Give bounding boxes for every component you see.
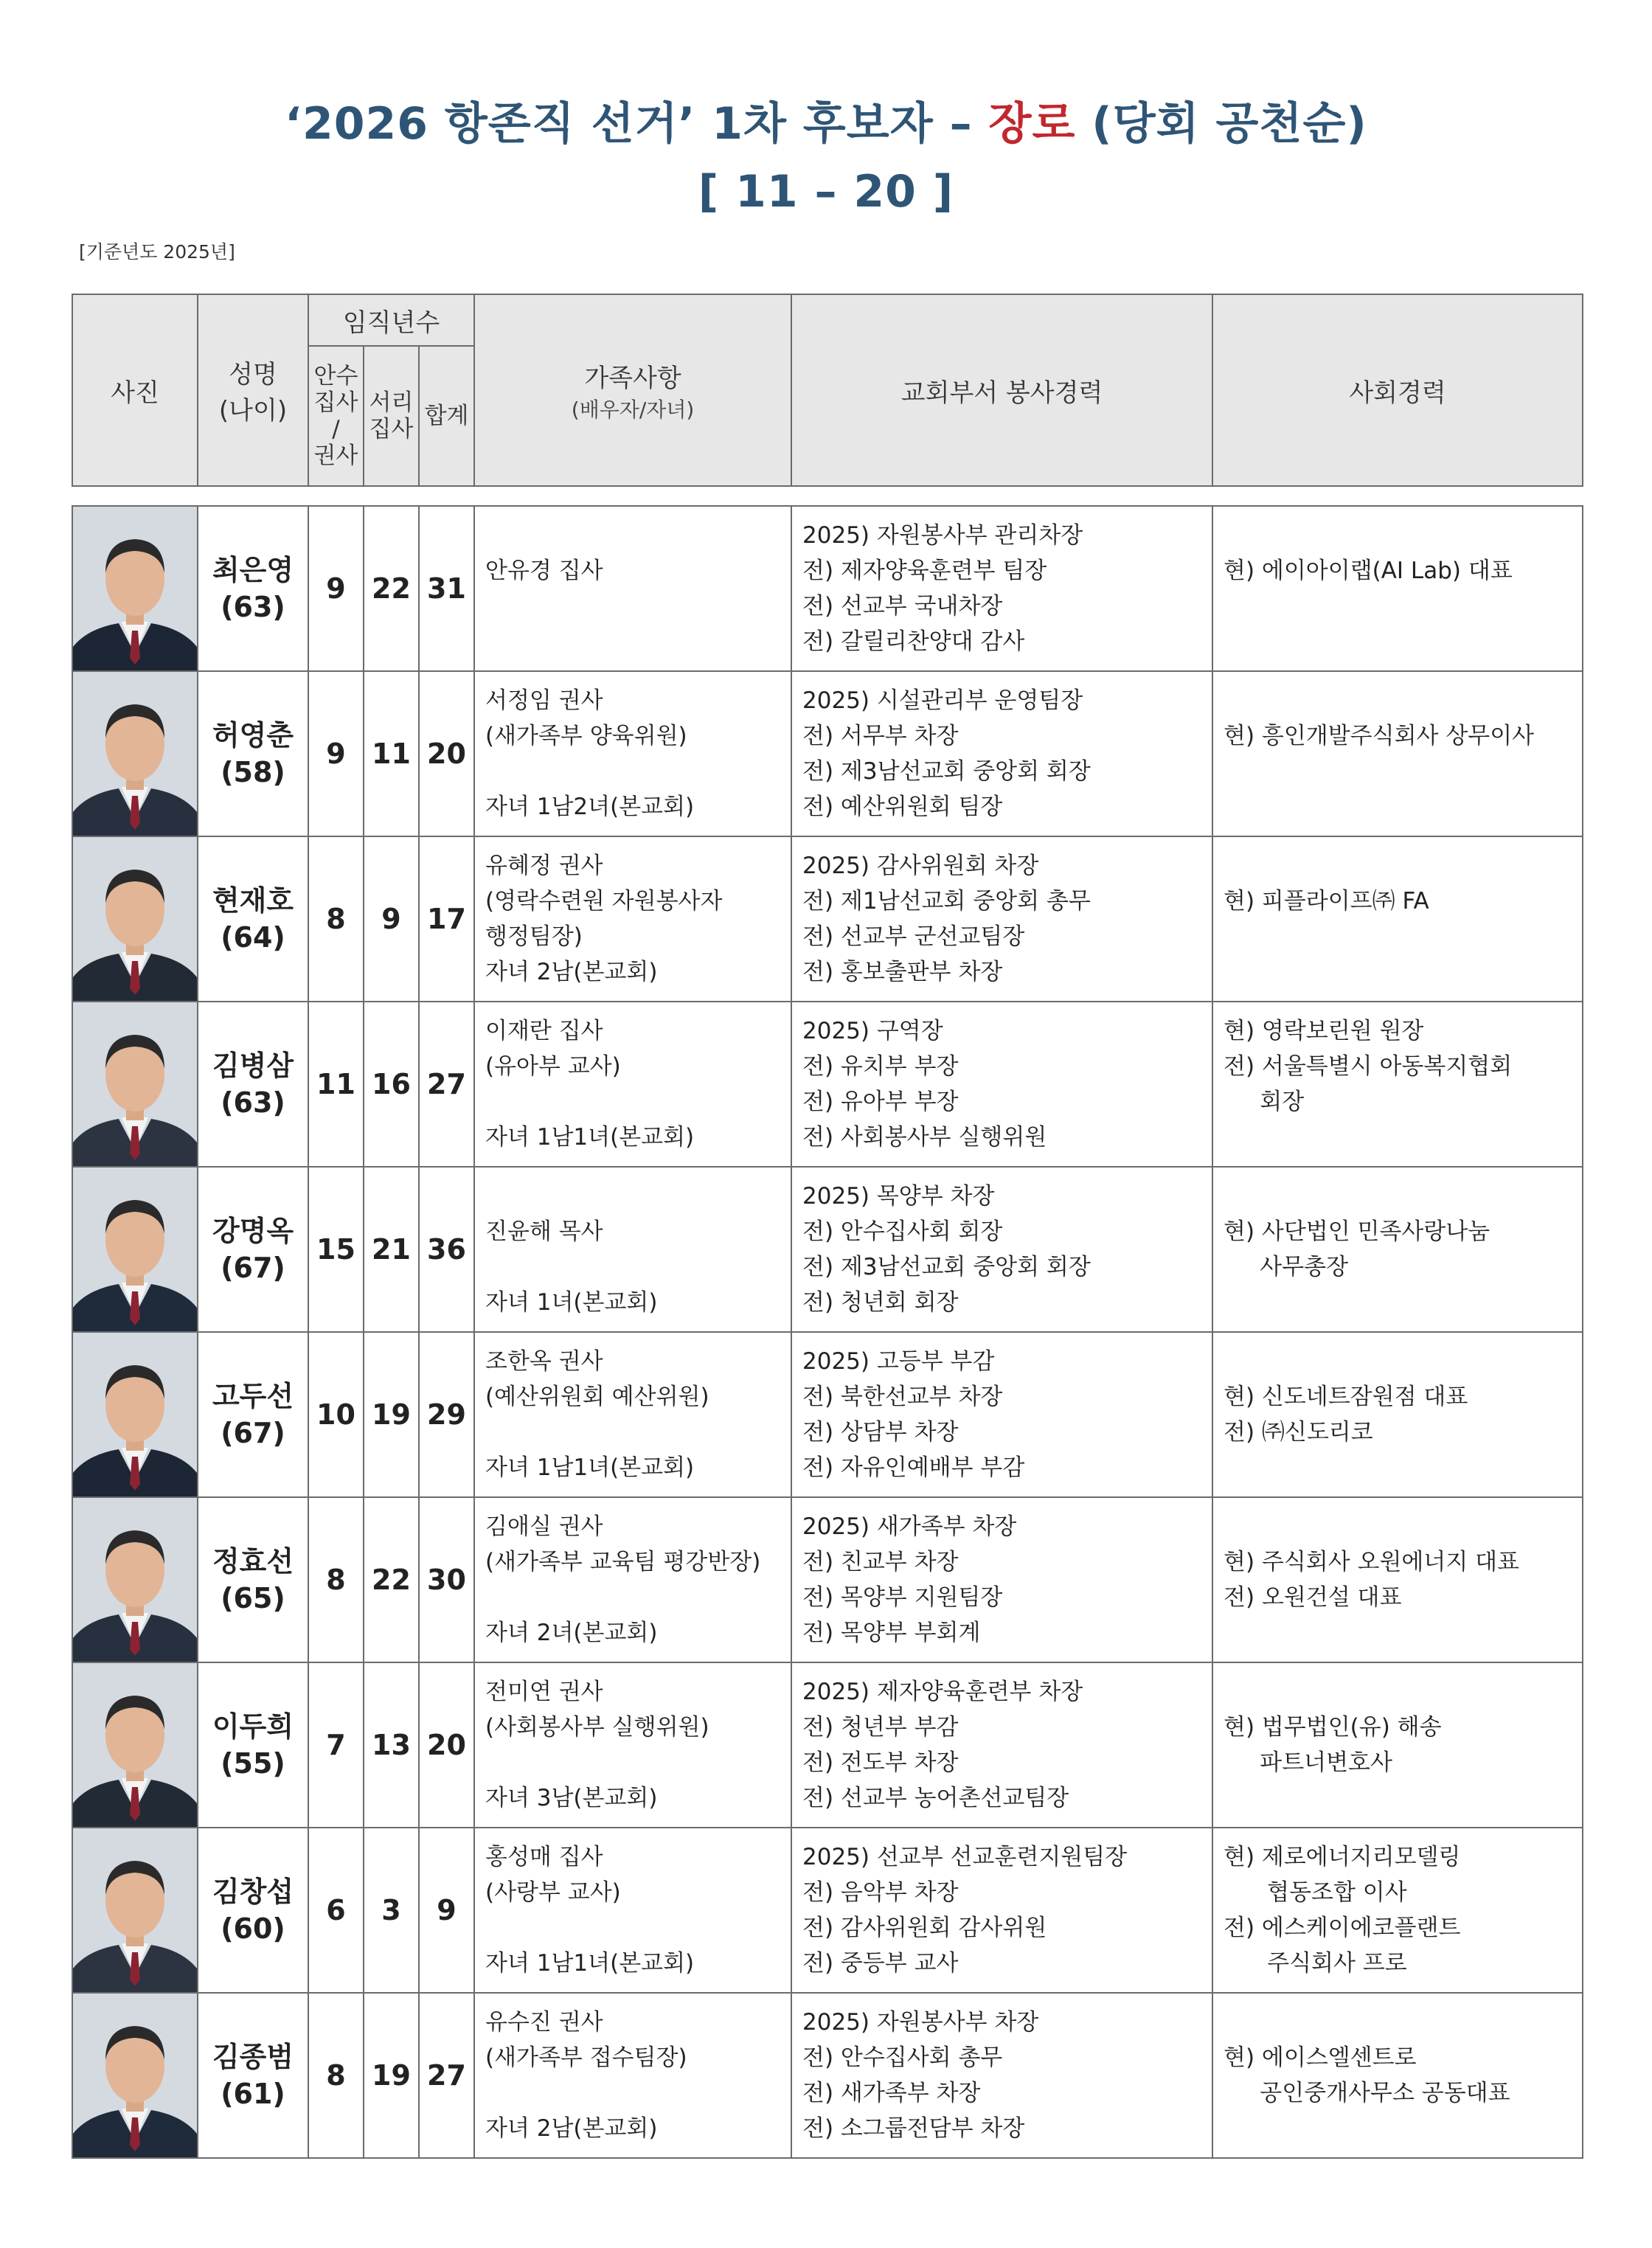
candidate-photo [72,671,198,836]
social-line [1224,2111,1582,2146]
portrait-image [73,507,197,670]
social-line: 전) 에스케이에코플랜트 [1224,1915,1461,1941]
church-line: 2025) 목양부 차장 [802,1183,995,1210]
family-line: 자녀 1남1녀(본교회) [485,1454,695,1481]
candidate-age: (61) [221,2078,285,2110]
social-line: 현) 법무법인(유) 해송 [1224,1714,1442,1741]
title-suffix: (당회 공천순) [1075,98,1367,150]
church-line: 전) 상담부 차장 [802,1419,959,1446]
social-line [1224,1285,1582,1320]
family-line: 김애실 권사 [485,1513,603,1540]
candidate-photo [72,836,198,1002]
social-line: 사무총장 [1224,1254,1349,1280]
total-years: 36 [419,1167,474,1332]
family-line: 자녀 1녀(본교회) [485,1289,658,1316]
church-line: 2025) 제자양육훈련부 차장 [802,1679,1083,1705]
church-service [791,1167,1212,1332]
social-line: 전) ㈜신도리코 [1224,1419,1373,1446]
church-line: 전) 제3남선교회 중앙회 회장 [802,1254,1091,1280]
social-career [1212,836,1583,1002]
candidate-photo [72,1828,198,1993]
social-line [1224,589,1582,624]
social-line [1224,1615,1582,1651]
social-career [1212,1662,1583,1828]
header-family-label: 가족사항 [584,363,681,393]
family-info [474,836,791,1002]
church-line: 2025) 자원봉사부 차장 [802,2009,1039,2036]
portrait-image [73,672,197,836]
candidate-age: (58) [221,756,285,788]
family-info [474,1002,791,1167]
family-info [474,1993,791,2158]
social-line: 현) 에이스엘센트로 [1224,2044,1417,2071]
family-line: 진윤해 목사 [485,1218,603,1245]
church-service [791,506,1212,671]
family-info [474,1662,791,1828]
portrait-image [73,837,197,1001]
church-line: 전) 친교부 차장 [802,1549,959,1575]
candidate-name: 현재호 [212,884,294,917]
family-line: (유아부 교사) [485,1053,621,1080]
family-line: (사랑부 교사) [485,1879,621,1906]
candidate-photo [72,1332,198,1497]
church-line: 전) 안수집사회 총무 [802,2044,1003,2071]
candidate-name: 김종범 [212,2041,294,2073]
family-line [485,518,791,553]
social-line [1224,1780,1582,1816]
church-service [791,1002,1212,1167]
church-line: 전) 음악부 차장 [802,1879,959,1906]
ordained-years: 10 [308,1332,364,1497]
family-line: 자녀 2남(본교회) [485,2115,658,2142]
social-career [1212,671,1583,836]
social-line: 협동조합 이사 [1224,1879,1407,1906]
deacon-years: 11 [364,671,419,836]
header-name-label: 성명 [229,360,277,389]
church-service [791,1993,1212,2158]
candidate-photo [72,1497,198,1662]
social-career [1212,506,1583,671]
family-line [485,1745,791,1780]
social-line: 주식회사 프로 [1224,1950,1407,1977]
social-career [1212,1497,1583,1662]
family-info [474,671,791,836]
total-years: 9 [419,1828,474,1993]
church-line: 전) 서무부 차장 [802,723,959,749]
social-line: 현) 제로에너지리모델링 [1224,1844,1461,1870]
family-line [485,754,791,789]
candidate-age: (67) [221,1252,285,1284]
deacon-years: 22 [364,1497,419,1662]
family-line: (예산위원회 예산위원) [485,1384,709,1410]
candidate-name: 이두희 [212,1710,294,1743]
family-line: 홍성매 집사 [485,1844,603,1870]
candidate-photo [72,1662,198,1828]
header-family [474,294,791,486]
page-subtitle: [ 11 – 20 ] [698,166,954,218]
church-line: 전) 유아부 부장 [802,1089,959,1115]
header-photo: 사진 [72,294,198,486]
church-service [791,1332,1212,1497]
family-line [485,589,791,624]
family-line: (사회봉사부 실행위원) [485,1714,709,1741]
social-line [1224,624,1582,659]
family-line [485,624,791,659]
deacon-years: 16 [364,1002,419,1167]
ordained-years: 9 [308,671,364,836]
social-line [1224,954,1582,990]
header-name [198,294,308,486]
family-line: 조한옥 권사 [485,1348,603,1375]
family-line [485,1580,791,1615]
table-row [72,1828,1583,1993]
family-line: (새가족부 접수팀장) [485,2044,687,2071]
church-line: 2025) 고등부 부감 [802,1348,995,1375]
social-career [1212,1167,1583,1332]
total-years: 17 [419,836,474,1002]
social-line [1224,1509,1582,1544]
header-ordained: 안수 집사 / 권사 [308,346,364,486]
social-line [1224,683,1582,718]
social-line: 회장 [1224,1089,1305,1115]
church-line: 전) 청년부 부감 [802,1714,959,1741]
social-line [1224,754,1582,789]
portrait-image [73,1168,197,1331]
church-line: 전) 소그룹전담부 차장 [802,2115,1025,2142]
family-line: 서정임 권사 [485,687,603,714]
family-info [474,1167,791,1332]
social-line: 현) 신도네트잠원점 대표 [1224,1384,1468,1410]
candidate-table [72,505,1583,2159]
church-line: 전) 홍보출판부 차장 [802,959,1003,985]
family-line: 이재란 집사 [485,1018,603,1044]
church-line: 전) 안수집사회 회장 [802,1218,1003,1245]
family-line: (영락수련원 자원봉사자 [485,888,723,915]
family-line: 행정팀장) [485,923,583,950]
social-line [1224,2005,1582,2040]
deacon-years: 19 [364,1993,419,2158]
church-line: 전) 목양부 부회계 [802,1620,981,1646]
total-years: 31 [419,506,474,671]
social-line: 파트너변호사 [1224,1749,1392,1776]
social-line [1224,1674,1582,1710]
deacon-years: 22 [364,506,419,671]
ordained-years: 9 [308,506,364,671]
table-row [72,836,1583,1002]
social-line: 현) 흥인개발주식회사 상무이사 [1224,723,1535,749]
candidate-name: 정효선 [212,1545,294,1578]
total-years: 30 [419,1497,474,1662]
church-line: 2025) 시설관리부 운영팀장 [802,687,1083,714]
church-line: 전) 중등부 교사 [802,1950,959,1977]
header-social: 사회경력 [1212,294,1583,486]
church-service [791,836,1212,1002]
social-line [1224,848,1582,884]
deacon-years: 13 [364,1662,419,1828]
ordained-years: 11 [308,1002,364,1167]
total-years: 20 [419,1662,474,1828]
ordained-years: 8 [308,1497,364,1662]
social-career [1212,1332,1583,1497]
social-line [1224,1450,1582,1485]
family-line: 자녀 1남1녀(본교회) [485,1950,695,1977]
social-career [1212,1993,1583,2158]
candidate-name-cell [198,1332,308,1497]
church-line: 전) 북한선교부 차장 [802,1384,1003,1410]
ordained-years: 7 [308,1662,364,1828]
candidate-photo [72,1993,198,2158]
family-line [485,1179,791,1214]
family-line: (새가족부 양육위원) [485,723,687,749]
title-prefix: ‘2026 항존직 선거’ 1차 후보자 – [285,98,989,150]
church-line: 전) 선교부 국내차장 [802,593,1003,620]
portrait-image [73,1828,197,1992]
social-line: 현) 주식회사 오원에너지 대표 [1224,1549,1520,1575]
family-line: 자녀 2녀(본교회) [485,1620,658,1646]
candidate-age: (55) [221,1747,285,1780]
church-line: 전) 청년회 회장 [802,1289,959,1316]
candidate-name: 허영춘 [212,719,294,752]
candidate-photo [72,1167,198,1332]
portrait-image [73,1663,197,1827]
family-line: 유수진 권사 [485,2009,603,2036]
deacon-years: 9 [364,836,419,1002]
social-line: 현) 에이아이랩(AI Lab) 대표 [1224,558,1513,584]
family-info [474,506,791,671]
family-line: 안유경 집사 [485,558,603,584]
family-info [474,1332,791,1497]
table-row [72,1993,1583,2158]
deacon-years: 3 [364,1828,419,1993]
church-line: 2025) 감사위원회 차장 [802,853,1039,879]
family-info [474,1828,791,1993]
portrait-image [73,1002,197,1166]
candidate-age: (63) [221,591,285,623]
family-line: 자녀 2남(본교회) [485,959,658,985]
total-years: 27 [419,1002,474,1167]
candidate-name: 고두선 [212,1380,294,1412]
social-line: 공인중개사무소 공동대표 [1224,2080,1510,2106]
header-church: 교회부서 봉사경력 [791,294,1212,486]
family-line: 자녀 1남1녀(본교회) [485,1124,695,1151]
candidate-photo [72,506,198,671]
church-service [791,1497,1212,1662]
family-info [474,1497,791,1662]
deacon-years: 21 [364,1167,419,1332]
family-line: 자녀 3남(본교회) [485,1785,658,1811]
family-line [485,2075,791,2111]
social-line [1224,919,1582,954]
church-line: 전) 유치부 부장 [802,1053,959,1080]
candidate-age: (63) [221,1086,285,1119]
church-line: 전) 자유인예배부 부감 [802,1454,1025,1481]
header-tenure: 임직년수 [308,294,474,346]
church-line: 2025) 선교부 선교훈련지원팀장 [802,1844,1128,1870]
candidate-age: (65) [221,1582,285,1614]
family-line: (새가족부 교육팀 평강반장) [485,1549,761,1575]
church-line: 2025) 구역장 [802,1018,943,1044]
header-age-label: (나이) [218,396,288,426]
candidate-name: 강명옥 [212,1215,294,1247]
family-line [485,1249,791,1285]
table-row [72,1002,1583,1167]
candidate-name-cell [198,671,308,836]
social-line [1224,789,1582,825]
family-line [485,1415,791,1450]
church-line: 전) 제3남선교회 중앙회 회장 [802,758,1091,785]
social-line: 현) 영락보린원 원장 [1224,1018,1424,1044]
candidate-name-cell [198,1828,308,1993]
family-line [485,1910,791,1946]
ordained-years: 8 [308,1993,364,2158]
church-service [791,1828,1212,1993]
candidate-name: 김병삼 [212,1050,294,1082]
church-service [791,1662,1212,1828]
candidate-name-cell [198,1002,308,1167]
family-line: 전미연 권사 [485,1679,603,1705]
table-row [72,506,1583,671]
social-line: 전) 서울특별시 아동복지협회 [1224,1053,1513,1080]
church-line: 전) 감사위원회 감사위원 [802,1915,1047,1941]
table-row [72,1167,1583,1332]
page-title [0,89,1652,152]
portrait-image [73,1498,197,1662]
table-row [72,1497,1583,1662]
social-line: 현) 사단법인 민족사랑나눔 [1224,1218,1490,1245]
candidate-name-cell [198,1662,308,1828]
header-total: 합계 [419,346,474,486]
total-years: 27 [419,1993,474,2158]
social-line: 전) 오원건설 대표 [1224,1584,1402,1611]
church-line: 전) 제1남선교회 중앙회 총무 [802,888,1091,915]
candidate-age: (67) [221,1417,285,1449]
social-career [1212,1002,1583,1167]
candidate-age: (60) [221,1912,285,1945]
church-line: 전) 전도부 차장 [802,1749,959,1776]
social-line: 현) 피플라이프㈜ FA [1224,888,1429,915]
church-line: 전) 사회봉사부 실행위원 [802,1124,1047,1151]
table-row [72,1662,1583,1828]
candidate-name-cell [198,1167,308,1332]
portrait-image [73,1333,197,1496]
header-deacon: 서리 집사 [364,346,419,486]
church-line: 전) 목양부 지원팀장 [802,1584,1003,1611]
ordained-years: 15 [308,1167,364,1332]
church-line: 전) 선교부 군선교팀장 [802,923,1025,950]
total-years: 20 [419,671,474,836]
family-line [485,1084,791,1120]
social-career [1212,1828,1583,1993]
header-family-sub: (배우자/자녀) [571,397,695,422]
candidate-name: 최은영 [212,554,294,586]
table-row [72,1332,1583,1497]
portrait-image [73,1994,197,2157]
social-line [1224,1120,1582,1155]
church-line: 2025) 자원봉사부 관리차장 [802,522,1083,549]
deacon-years: 19 [364,1332,419,1497]
social-line [1224,1344,1582,1379]
table-row [72,671,1583,836]
social-line [1224,518,1582,553]
ordained-years: 8 [308,836,364,1002]
total-years: 29 [419,1332,474,1497]
church-line: 전) 예산위원회 팀장 [802,794,1003,820]
candidate-name: 김창섭 [212,1876,294,1908]
church-line: 전) 갈릴리찬양대 감사 [802,628,1025,655]
candidate-photo [72,1002,198,1167]
candidate-name-cell [198,1993,308,2158]
church-line: 전) 제자양육훈련부 팀장 [802,558,1047,584]
base-year-note: [기준년도 2025년] [79,241,235,263]
candidate-name-cell [198,506,308,671]
church-line: 전) 선교부 농어촌선교팀장 [802,1785,1069,1811]
ordained-years: 6 [308,1828,364,1993]
family-line: 자녀 1남2녀(본교회) [485,794,695,820]
church-service [791,671,1212,836]
social-line [1224,1179,1582,1214]
candidate-name-cell [198,1497,308,1662]
candidate-name-cell [198,836,308,1002]
candidate-age: (64) [221,921,285,954]
title-accent: 장로 [988,98,1076,150]
family-line: 유혜정 권사 [485,853,603,879]
church-line: 전) 새가족부 차장 [802,2080,981,2106]
header-table [72,294,1583,487]
church-line: 2025) 새가족부 차장 [802,1513,1017,1540]
